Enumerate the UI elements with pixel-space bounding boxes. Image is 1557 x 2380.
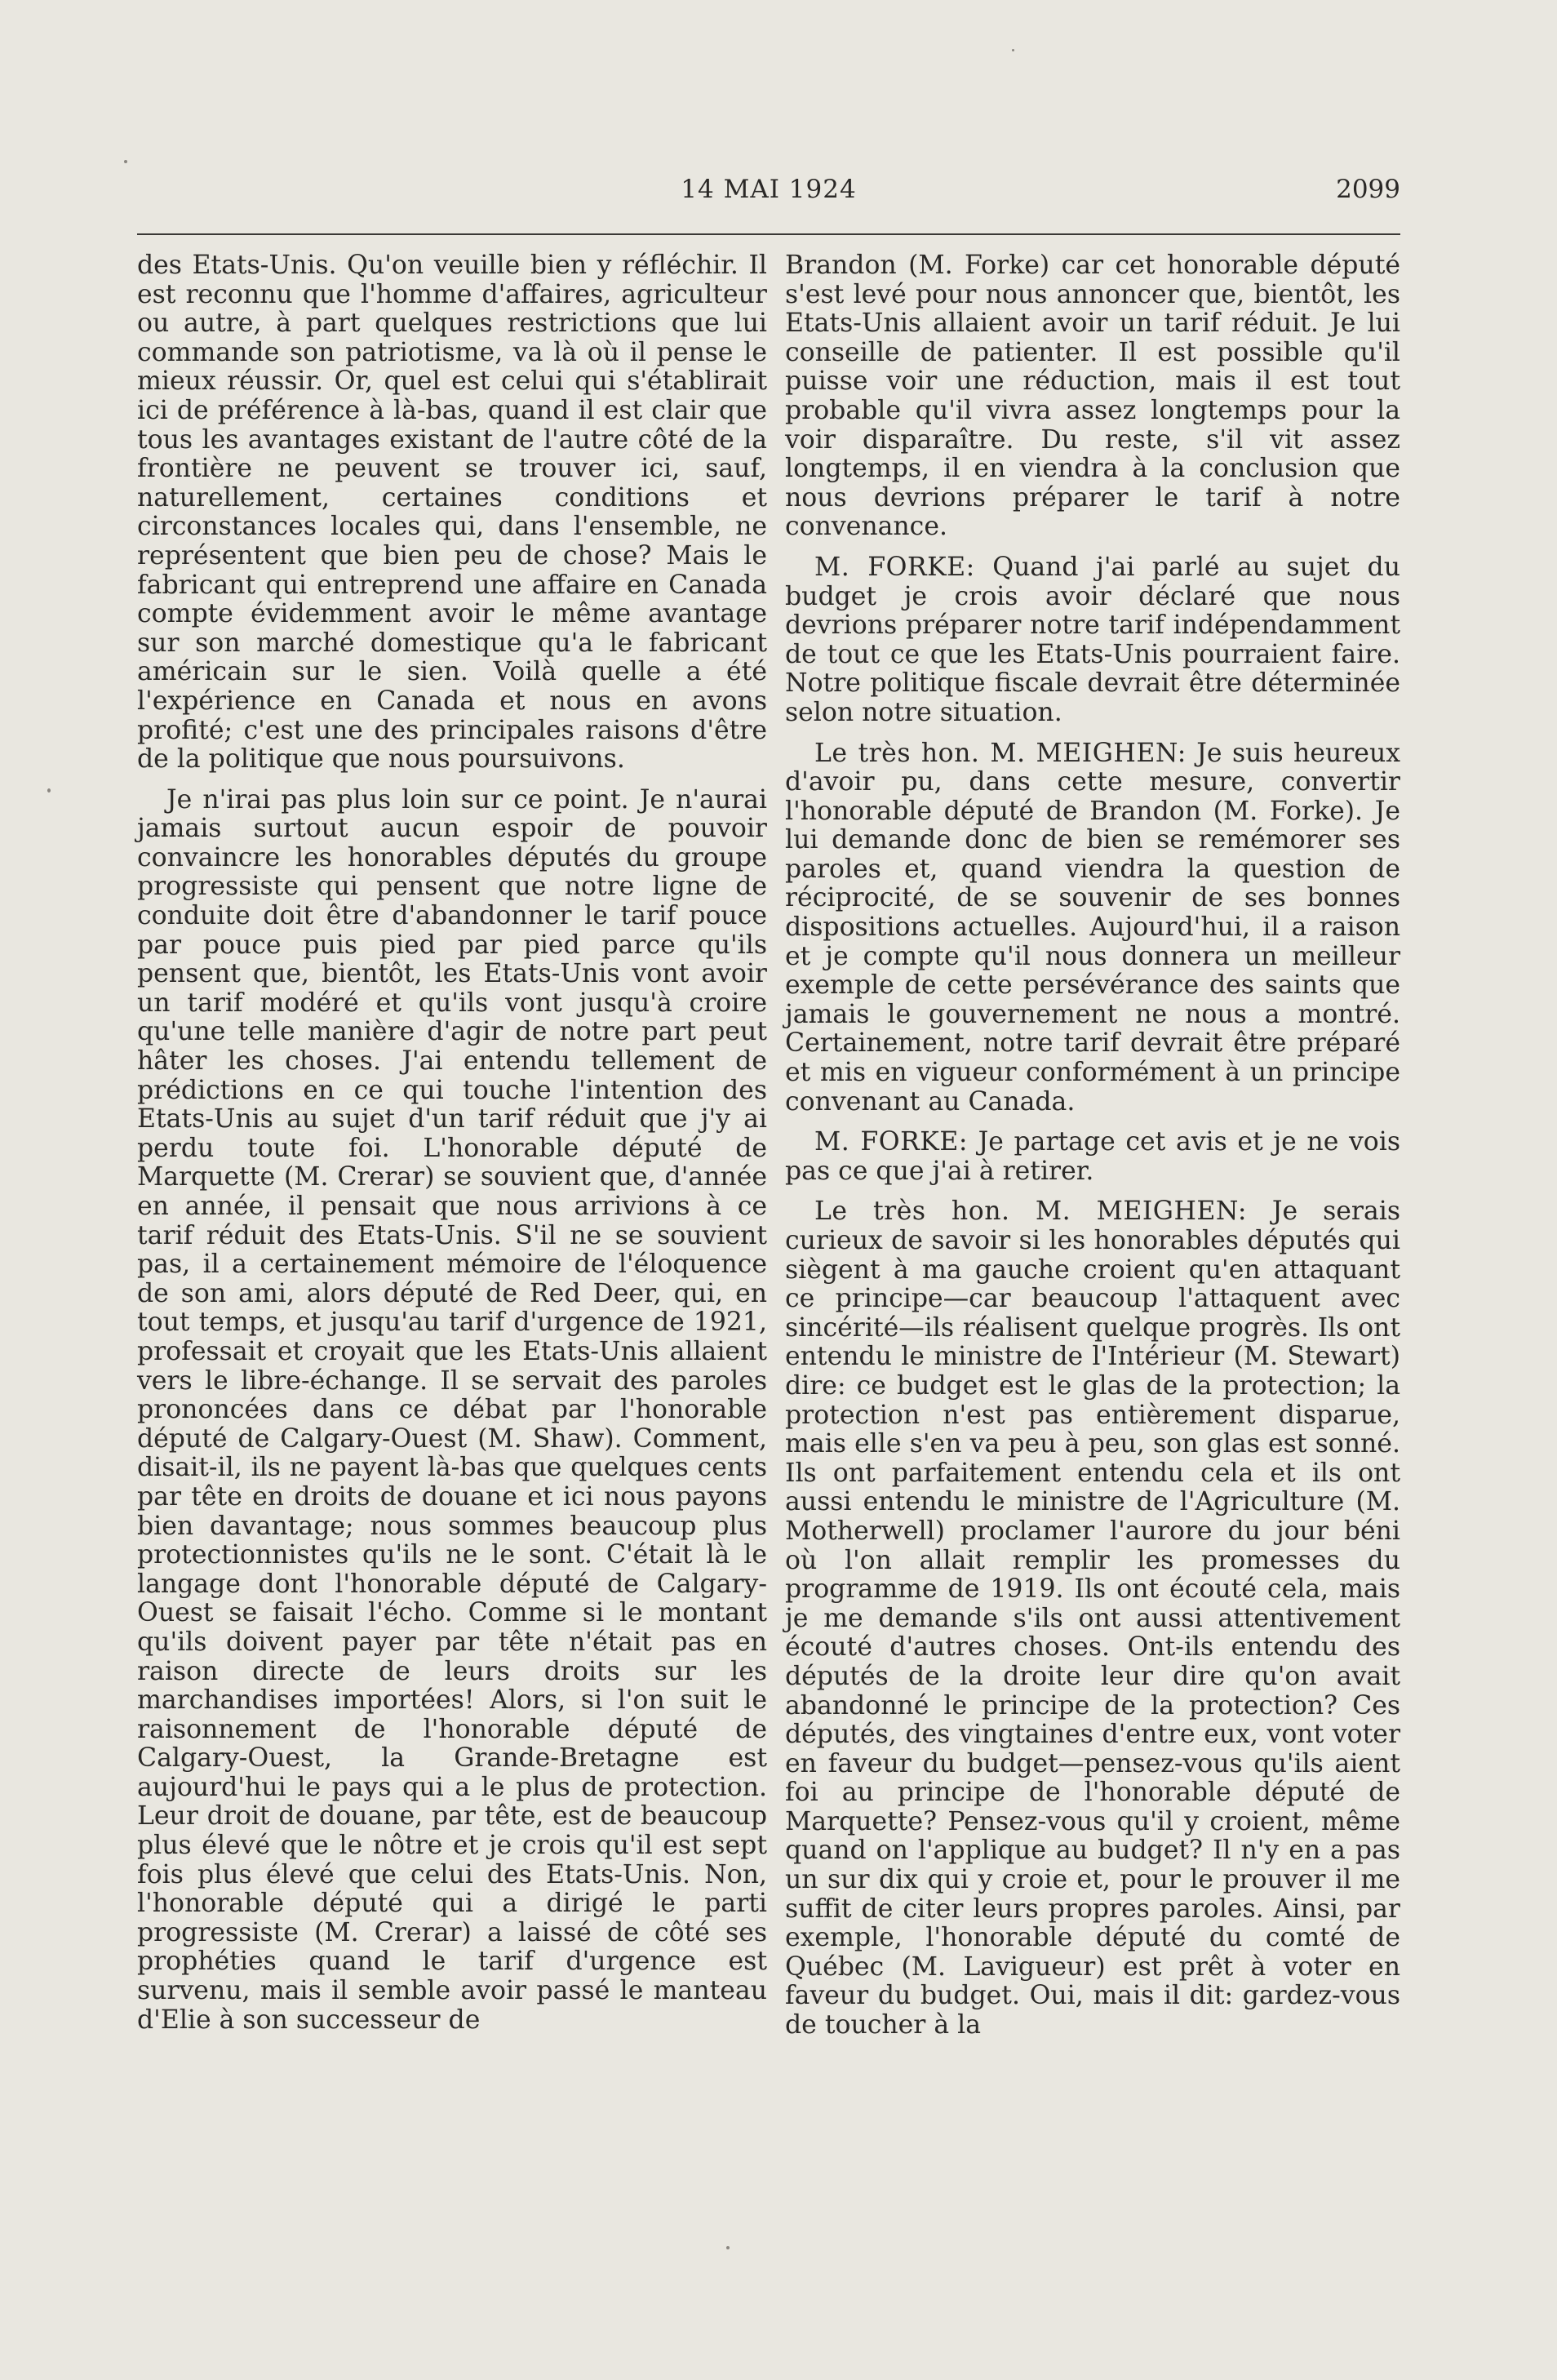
page-number: 2099 bbox=[1336, 175, 1400, 204]
paragraph-text: Je suis heureux d'avoir pu, dans cette mesure, convertir l'honorable député de Brandon (M. Forke). Je lui demande donc de bien se remémorer ses paroles et, quand viendra la question de réciprocité, de se souvenir de ses bonnes dispositions actuelles. Aujourd'hui, il a raison et je compte qu'il nous donnera un meilleur exemple de cette persévérance des saints que jamais le gouvernement ne nous a montré. Certainement, notre tarif devrait être préparé et mis en vigueur conformément à un principe convenant au Canada. bbox=[785, 738, 1401, 1117]
left-column bbox=[137, 251, 767, 2046]
page-header bbox=[137, 175, 1400, 224]
paragraph bbox=[785, 251, 1400, 542]
header-rule bbox=[137, 233, 1400, 235]
paragraph bbox=[785, 739, 1400, 1117]
paper-speck bbox=[726, 2246, 730, 2249]
paper-speck bbox=[1012, 49, 1014, 51]
paragraph bbox=[785, 1197, 1400, 2040]
speaker-name: M. FORKE: bbox=[814, 1127, 968, 1157]
paragraph bbox=[785, 553, 1400, 728]
paragraph-text: Brandon (M. Forke) car cet honorable député s'est levé pour nous annoncer que, bientôt, les Etats-Unis allaient avoir un tarif réduit. Je lui conseille de patienter. Il est possible qu'il puisse voir une réduction, mais il est tout probable qu'il vivra assez longtemps pour la voir disparaître. Du reste, s'il vit assez longtemps, il en viendra à la conclusion que nous devrions préparer le tarif à notre convenance. bbox=[785, 251, 1400, 542]
right-column bbox=[785, 251, 1400, 2052]
speaker-name: Le très hon. M. MEIGHEN: bbox=[814, 1197, 1247, 1227]
paragraph bbox=[785, 1128, 1400, 1186]
speaker-name: M. FORKE: bbox=[814, 552, 975, 582]
paragraph-text: Quand j'ai parlé au sujet du budget je crois avoir déclaré que nous devrions préparer notre tarif indépendamment de tout ce que les Etats-Unis pourraient faire. Notre politique fiscale devrait être déterminée selon notre situation. bbox=[785, 552, 1400, 727]
header-date: 14 MAI 1924 bbox=[681, 175, 857, 204]
paragraph-text: Je serais curieux de savoir si les honorables députés qui siègent à ma gauche croient qu'en attaquant ce principe—car beaucoup l'attaquent avec sincérité—ils réalisent quelque progrès. Ils ont entendu le ministre de l'Intérieur (M. Stewart) dire: ce budget est le glas de la protection; la protection n'est pas entièrement disparue, mais elle s'en va peu à peu, son glas est sonné. Ils ont parfaitement entendu cela et ils ont aussi entendu le ministre de l'Agriculture (M. Motherwell) proclamer l'aurore du jour béni où l'on allait remplir les promesses du programme de 1919. Ils ont écouté cela, mais je me demande s'ils ont aussi attentivement écouté d'autres choses. Ont-ils entendu des députés de la droite leur dire qu'on avait abandonné le principe de la protection? Ces députés, des vingtaines d'entre eux, vont voter en faveur du budget—pensez-vous qu'ils aient foi au principe de l'honorable député de Marquette? Pensez-vous qu'il y croient, même quand on l'applique au budget? Il n'y en a pas un sur dix qui y croie et, pour le prouver il me suffit de citer leurs propres paroles. Ainsi, par exemple, l'honorable député du comté de Québec (M. Lavigueur) est prêt à voter en faveur du budget. Oui, mais il dit: gardez-vous de toucher à la bbox=[785, 1197, 1400, 2040]
paragraph-text: Je partage cet avis et je ne vois pas ce que j'ai à retirer. bbox=[785, 1127, 1400, 1186]
paper-speck bbox=[47, 788, 51, 793]
paragraph: Je n'irai pas plus loin sur ce point. Je n'aurai jamais surtout aucun espoir de pouvoir convaincre les honorables députés du groupe progressiste qui pensent que notre ligne de conduite doit être d'abandonner le tarif pouce par pouce puis pied par pied parce qu'ils pensent que, bientôt, les Etats-Unis vont avoir un tarif modéré et qu'ils vont jusqu'à croire qu'une telle manière d'agir de notre part peut hâter les choses. J'ai entendu tellement de prédictions en ce qui touche l'intention des Etats-Unis au sujet d'un tarif réduit que j'y ai perdu toute foi. L'honorable député de Marquette (M. Crerar) se souvient que, d'année en année, il pensait que nous arrivions à ce tarif réduit des Etats-Unis. S'il ne se souvient pas, il a certainement mémoire de l'éloquence de son ami, alors député de Red Deer, qui, en tout temps, et jusqu'au tarif d'urgence de 1921, professait et croyait que les Etats-Unis allaient vers le libre-échange. Il se servait des paroles prononcées dans ce débat par l'honorable député de Calgary-Ouest (M. Shaw). Comment, disait-il, ils ne payent là-bas que quelques cents par tête en droits de douane et ici nous payons bien davantage; nous sommes beaucoup plus protectionnistes qu'ils ne le sont. C'était là le langage dont l'honorable député de Calgary-Ouest se faisait l'écho. Comme si le montant qu'ils doivent payer par tête n'était pas en raison directe de leurs droits sur les marchandises importées! Alors, si l'on suit le raisonnement de l'honorable député de Calgary-Ouest, la Grande-Bretagne est aujourd'hui le pays qui a le plus de protection. Leur droit de douane, par tête, est de beaucoup plus élevé que le nôtre et je crois qu'il est sept fois plus élevé que celui des Etats-Unis. Non, l'honorable député qui a dirigé le parti progressiste (M. Crerar) a laissé de côté ses prophéties quand le tarif d'urgence est survenu, mais il semble avoir passé le manteau d'Elie à son successeur de bbox=[137, 784, 767, 2035]
speaker-name: Le très hon. M. MEIGHEN: bbox=[814, 738, 1187, 768]
paper-speck bbox=[124, 160, 127, 163]
paragraph: des Etats-Unis. Qu'on veuille bien y réfléchir. Il est reconnu que l'homme d'affaires, agriculteur ou autre, à part quelques restrictions que lui commande son patriotisme, va là où il pense le mieux réussir. Or, quel est celui qui s'établirait ici de préférence à là-bas, quand il est clair que tous les avantages existant de l'autre côté de la frontière ne peuvent se trouver ici, sauf, naturellement, certaines conditions et circonstances locales qui, dans l'ensemble, ne représentent que bien peu de chose? Mais le fabricant qui entreprend une affaire en Canada compte évidemment avoir le même avantage sur son marché domestique qu'a le fabricant américain sur le sien. Voilà quelle a été l'expérience en Canada et nous en avons profité; c'est une des principales raisons d'être de la politique que nous poursuivons. bbox=[137, 251, 767, 775]
